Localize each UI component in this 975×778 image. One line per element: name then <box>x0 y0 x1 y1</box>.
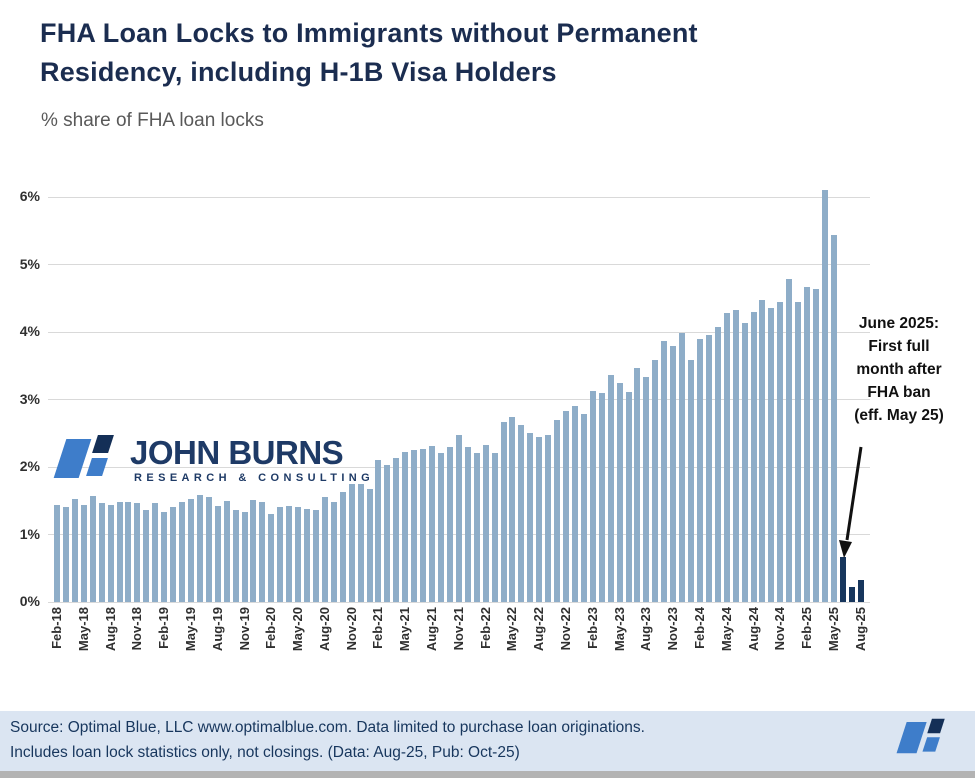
annotation-line: First full <box>868 338 930 355</box>
chart-title-line2: Residency, including H-1B Visa Holders <box>40 57 557 87</box>
bar-Feb-18 <box>54 505 60 602</box>
bar-Jul-25 <box>849 587 855 602</box>
john-burns-logo <box>58 434 375 496</box>
source-footer <box>0 711 975 771</box>
bar-Feb-22 <box>483 445 489 602</box>
bar-Dec-20 <box>358 484 364 602</box>
bar-Aug-21 <box>429 446 435 602</box>
x-axis-label-Aug-20: Aug-20 <box>317 607 332 652</box>
bottom-border-strip <box>0 771 975 778</box>
bar-Mar-25 <box>813 289 819 602</box>
bar-Apr-18 <box>72 499 78 602</box>
x-axis-label-Feb-20: Feb-20 <box>263 607 278 649</box>
bar-Aug-25 <box>858 580 864 602</box>
bar-May-18 <box>81 505 87 602</box>
annotation-line: month after <box>856 361 942 378</box>
bar-Apr-25 <box>822 190 828 602</box>
bar-Nov-23 <box>670 346 676 602</box>
bar-Jun-20 <box>304 509 310 602</box>
bar-Dec-23 <box>679 333 685 602</box>
bar-May-22 <box>509 417 515 602</box>
bar-Oct-19 <box>233 510 239 602</box>
x-axis-label-Feb-22: Feb-22 <box>478 607 493 649</box>
x-axis-label-Aug-25: Aug-25 <box>853 607 868 652</box>
bar-May-19 <box>188 499 194 602</box>
bar-Apr-23 <box>608 375 614 602</box>
x-axis-label-Feb-23: Feb-23 <box>585 607 600 649</box>
chart-subtitle: % share of FHA loan locks <box>41 110 264 131</box>
bar-Jan-23 <box>581 414 587 602</box>
bar-Dec-18 <box>143 510 149 602</box>
chart-title-line1: FHA Loan Locks to Immigrants without Permanent <box>40 18 698 48</box>
bar-Jul-23 <box>634 368 640 602</box>
bar-Nov-24 <box>777 302 783 602</box>
x-axis-label-Aug-21: Aug-21 <box>424 607 439 652</box>
x-axis-label-May-22: May-22 <box>504 607 519 652</box>
bar-Jun-25 <box>840 557 846 602</box>
x-axis-label-Aug-19: Aug-19 <box>210 607 225 652</box>
bar-Nov-21 <box>456 435 462 602</box>
source-line-1: Source: Optimal Blue, LLC www.optimalblue.com. Data limited to purchase loan originations. <box>10 719 645 736</box>
bar-Dec-24 <box>786 279 792 602</box>
bar-Jun-24 <box>733 310 739 602</box>
bar-Mar-23 <box>599 393 605 602</box>
bar-Aug-20 <box>322 497 328 602</box>
bar-Jan-19 <box>152 503 158 602</box>
x-axis-label-Feb-18: Feb-18 <box>49 607 64 649</box>
x-axis-label-May-21: May-21 <box>397 607 412 652</box>
bar-Jan-24 <box>688 360 694 602</box>
bar-Jun-18 <box>90 496 96 602</box>
bar-Oct-23 <box>661 341 667 602</box>
bar-Nov-19 <box>242 512 248 602</box>
bar-Aug-23 <box>643 377 649 602</box>
bar-Sep-22 <box>545 435 551 602</box>
bar-Mar-22 <box>492 453 498 602</box>
bar-Apr-20 <box>286 506 292 602</box>
x-axis-label-May-20: May-20 <box>290 607 305 652</box>
x-axis-label-May-23: May-23 <box>612 607 627 652</box>
logo-company-name: JOHN BURNS <box>130 434 344 471</box>
y-axis-label-4%: 4% <box>19 323 40 339</box>
y-axis-label-0%: 0% <box>19 593 40 609</box>
x-axis-label-Nov-22: Nov-22 <box>558 607 573 651</box>
x-axis-label-Feb-25: Feb-25 <box>799 607 814 649</box>
bar-Jun-19 <box>197 495 203 602</box>
bar-Jul-22 <box>527 433 533 602</box>
bar-Oct-21 <box>447 447 453 602</box>
x-axis-label-Nov-23: Nov-23 <box>665 607 680 651</box>
bar-Feb-21 <box>375 460 381 602</box>
fha-ban-annotation <box>830 312 968 427</box>
bar-Aug-24 <box>751 312 757 602</box>
bar-Nov-20 <box>349 484 355 602</box>
x-axis-label-Nov-18: Nov-18 <box>129 607 144 651</box>
bar-Sep-23 <box>652 360 658 602</box>
x-axis-label-Aug-23: Aug-23 <box>638 607 653 652</box>
bar-Feb-25 <box>804 287 810 602</box>
bar-Mar-20 <box>277 507 283 602</box>
bar-Mar-21 <box>384 465 390 602</box>
bar-Feb-24 <box>697 339 703 602</box>
bar-Aug-19 <box>215 506 221 602</box>
x-axis-label-May-18: May-18 <box>76 607 91 652</box>
bar-Sep-20 <box>331 502 337 602</box>
x-axis-label-Nov-24: Nov-24 <box>772 607 787 651</box>
john-burns-logo-icon <box>58 434 120 480</box>
bar-Jan-20 <box>259 502 265 602</box>
bar-Apr-21 <box>393 458 399 602</box>
bar-Dec-21 <box>465 447 471 602</box>
bar-Apr-19 <box>179 502 185 602</box>
bar-Jan-21 <box>367 489 373 602</box>
bar-May-23 <box>617 383 623 602</box>
bar-Feb-23 <box>590 391 596 602</box>
bar-Sep-24 <box>759 300 765 602</box>
x-axis-label-Feb-19: Feb-19 <box>156 607 171 649</box>
bar-Nov-18 <box>134 503 140 602</box>
x-axis-label-May-19: May-19 <box>183 607 198 652</box>
y-axis-label-2%: 2% <box>19 458 40 474</box>
bar-Jan-22 <box>474 453 480 602</box>
x-axis-label-Aug-24: Aug-24 <box>746 607 761 652</box>
bar-Jan-25 <box>795 302 801 602</box>
bar-Jun-21 <box>411 450 417 602</box>
bar-Oct-20 <box>340 492 346 602</box>
bar-May-20 <box>295 507 301 602</box>
bar-Mar-19 <box>170 507 176 602</box>
bar-Aug-22 <box>536 437 542 602</box>
y-axis-label-6%: 6% <box>19 188 40 204</box>
y-axis-label-3%: 3% <box>19 390 40 407</box>
x-axis-label-Nov-21: Nov-21 <box>451 607 466 651</box>
bar-Sep-19 <box>224 501 230 602</box>
bar-Feb-20 <box>268 514 274 602</box>
bar-Jul-24 <box>742 323 748 602</box>
bar-Jul-21 <box>420 449 426 602</box>
x-axis-label-Aug-18: Aug-18 <box>103 607 118 652</box>
gridline-6% <box>48 197 870 198</box>
bar-Sep-21 <box>438 453 444 602</box>
bar-Aug-18 <box>108 505 114 602</box>
bar-Mar-24 <box>706 335 712 602</box>
x-axis-label-Nov-20: Nov-20 <box>344 607 359 651</box>
bar-Jul-19 <box>206 497 212 602</box>
bar-Dec-19 <box>250 500 256 602</box>
john-burns-footer-icon <box>900 718 950 755</box>
annotation-line: June 2025: <box>858 315 940 332</box>
x-axis-label-May-25: May-25 <box>826 607 841 652</box>
gridline-5% <box>48 264 870 265</box>
x-axis-label-May-24: May-24 <box>719 607 734 652</box>
y-axis-label-1%: 1% <box>19 525 40 542</box>
logo-tagline: RESEARCH & CONSULTING <box>134 472 375 484</box>
source-line-2: Includes loan lock statistics only, not closings. (Data: Aug-25, Pub: Oct-25) <box>10 744 520 761</box>
bar-Jul-18 <box>99 503 105 602</box>
bar-Nov-22 <box>563 411 569 602</box>
bar-Feb-19 <box>161 512 167 602</box>
bar-Apr-24 <box>715 327 721 602</box>
bar-Oct-22 <box>554 420 560 602</box>
x-axis-label-Nov-19: Nov-19 <box>237 607 252 651</box>
bar-Jun-23 <box>626 392 632 602</box>
annotation-line: (eff. May 25) <box>854 407 944 424</box>
bar-Mar-18 <box>63 507 69 602</box>
bar-Jun-22 <box>518 425 524 602</box>
x-axis-label-Aug-22: Aug-22 <box>531 607 546 652</box>
bar-May-24 <box>724 313 730 602</box>
chart-title <box>40 14 860 92</box>
bar-Oct-18 <box>125 502 131 602</box>
bar-Dec-22 <box>572 406 578 602</box>
bar-Oct-24 <box>768 308 774 602</box>
bar-Apr-22 <box>501 422 507 602</box>
annotation-line: FHA ban <box>867 384 931 401</box>
x-axis-label-Feb-21: Feb-21 <box>370 607 385 649</box>
bar-Jul-20 <box>313 510 319 602</box>
bar-Sep-18 <box>117 502 123 602</box>
bar-May-21 <box>402 452 408 602</box>
y-axis-label-5%: 5% <box>19 255 40 272</box>
x-axis-label-Feb-24: Feb-24 <box>692 607 707 649</box>
